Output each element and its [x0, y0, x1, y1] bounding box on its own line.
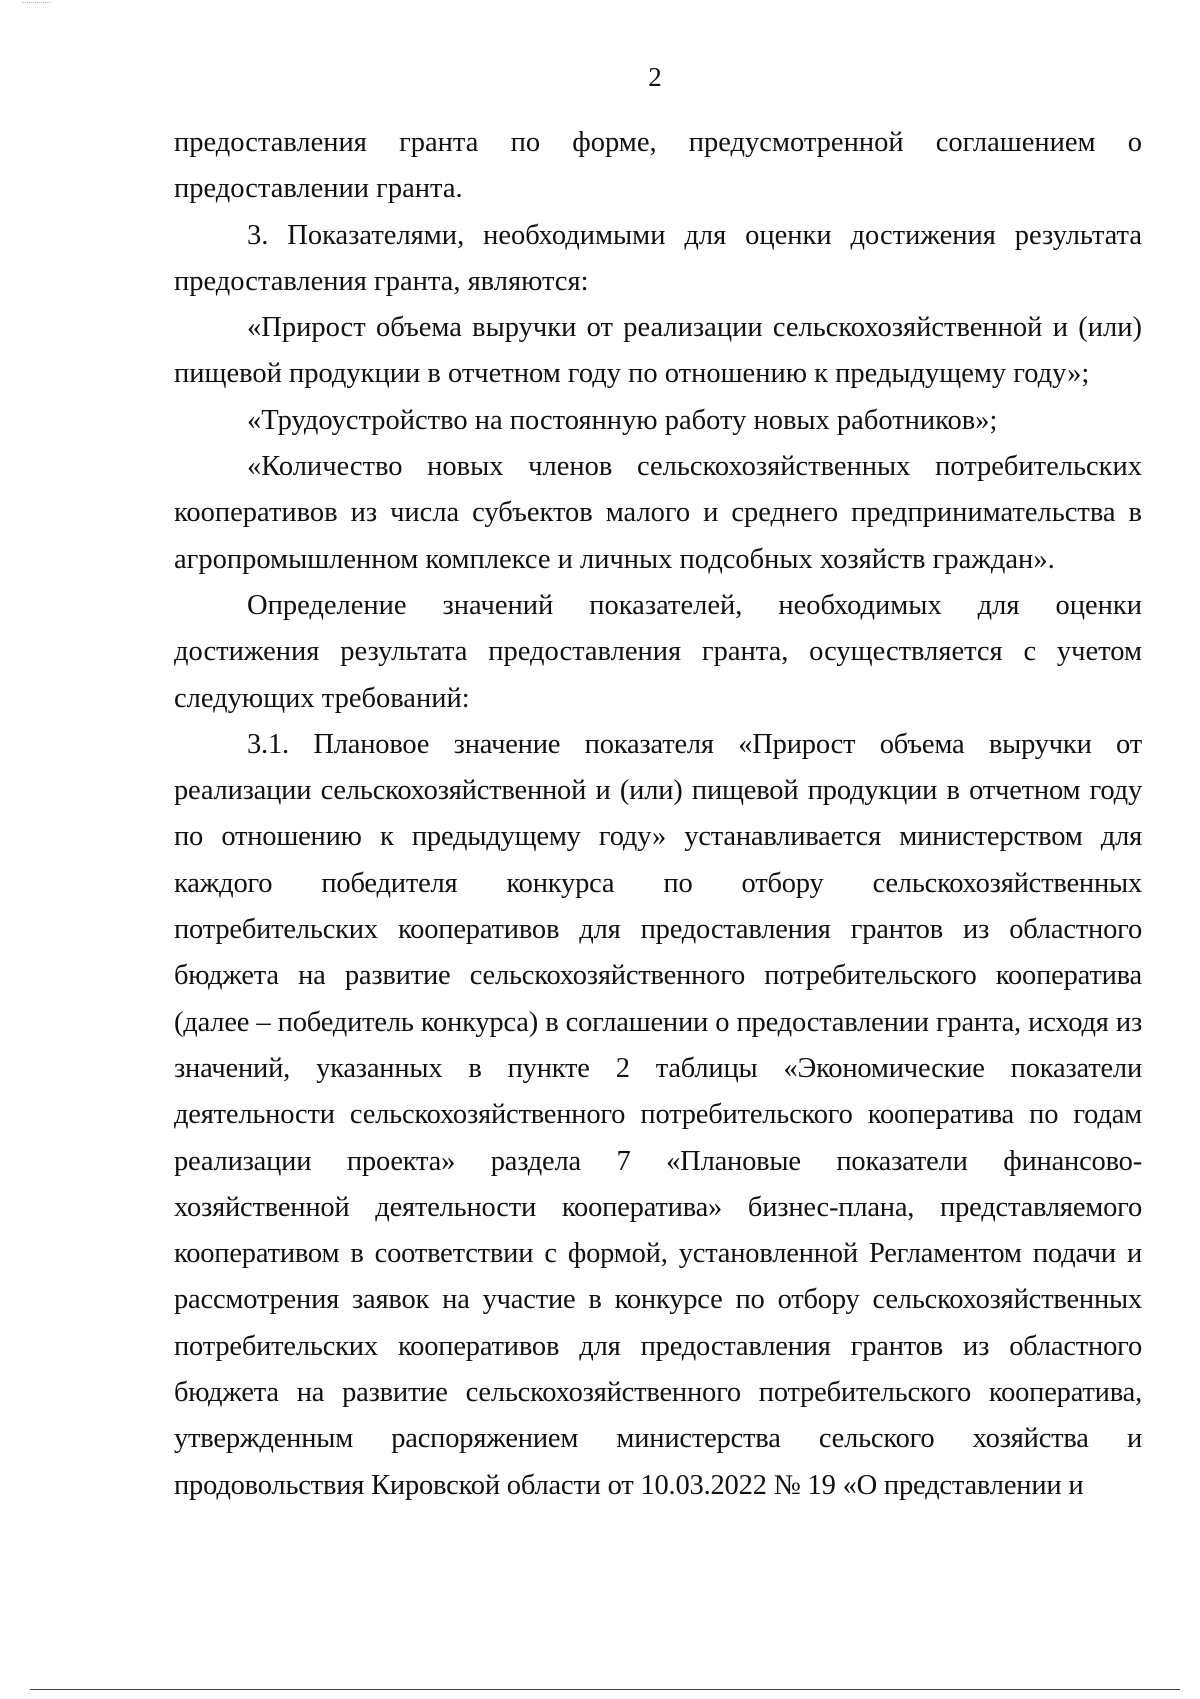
paragraph-indicator-employment: «Трудоустройство на постоянную работу новых работников»;	[247, 404, 998, 436]
paragraph-indicator-members: «Количество новых членов сельскохозяйственных потребительских кооперативов из числа субъектов малого и среднего предпринимательства в агропромышленном комплексе и личных подсобных хозяйств граждан».	[174, 451, 1142, 575]
paragraph-continuation: предоставления гранта по форме, предусмотренной соглашением о предоставлении гранта.	[174, 127, 1142, 205]
scan-artifact	[22, 2, 52, 3]
document-body	[174, 120, 1142, 1509]
page-number: 2	[648, 62, 662, 92]
scan-bottom-edge	[30, 1689, 1180, 1690]
paragraph-indicator-revenue: «Прирост объема выручки от реализации сельскохозяйственной и (или) пищевой продукции в отчетном году по отношению к предыдущему году»;	[174, 312, 1142, 390]
paragraph-item-3: 3. Показателями, необходимыми для оценки достижения результата предоставления гранта, являются:	[174, 219, 1142, 297]
paragraph-item-3-1: 3.1. Плановое значение показателя «Прирост объема выручки от реализации сельскохозяйственной и (или) пищевой продукции в отчетном году по отношению к предыдущему году» устанавливается министерством для каждого победителя конкурса по отбору сельскохозяйственных потребительских кооперативов для предоставления грантов из областного бюджета на развитие сельскохозяйственного потребительского кооператива (далее – победитель конкурса) в соглашении о предоставлении гранта, исходя из значений, указанных в пункте 2 таблицы «Экономические показатели деятельности сельскохозяйственного потребительского кооператива по годам реализации проекта» раздела 7 «Плановые показатели финансово-хозяйственной деятельности кооператива» бизнес-плана, представляемого кооперативом в соответствии с формой, установленной Регламентом подачи и рассмотрения заявок на участие в конкурсе по отбору сельскохозяйственных потребительских кооперативов для предоставления грантов из областного бюджета на развитие сельскохозяйственного потребительского кооператива, утвержденным распоряжением министерства сельского хозяйства и продовольствия Кировской области от 10.03.2022 № 19 «О представлении и	[174, 728, 1142, 1501]
paragraph-requirements-intro: Определение значений показателей, необходимых для оценки достижения результата предоставления гранта, осуществляется с учетом следующих требований:	[174, 589, 1142, 714]
